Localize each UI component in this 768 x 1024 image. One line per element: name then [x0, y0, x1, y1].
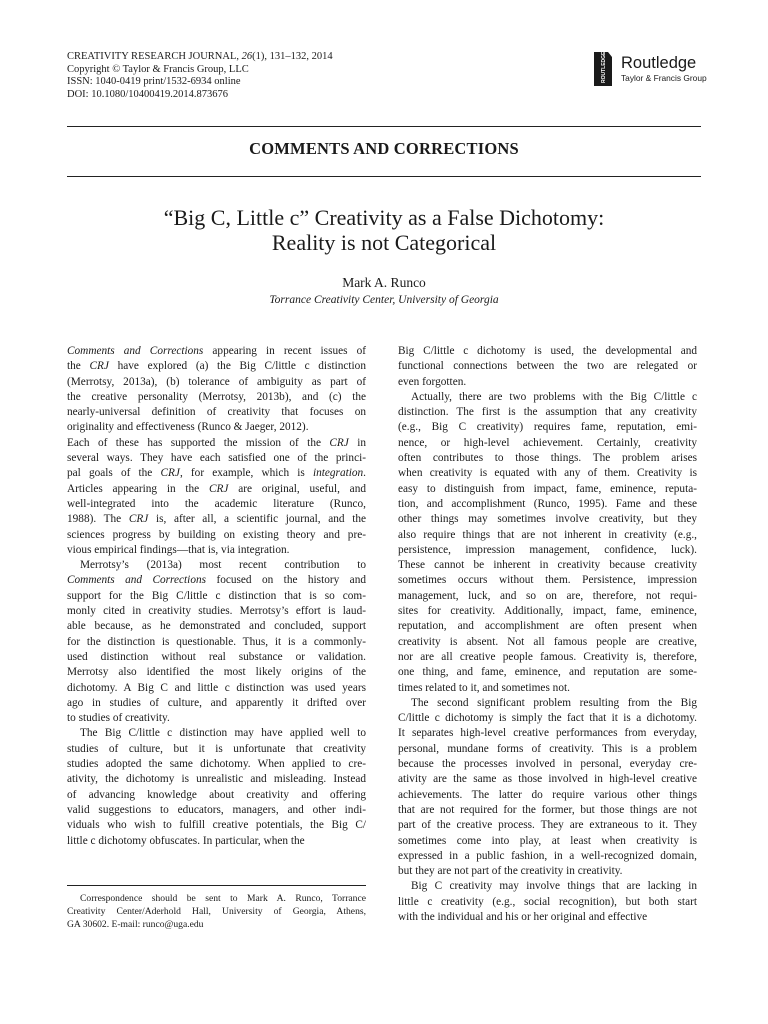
text-run: 1988). The — [67, 513, 129, 526]
body-line: tion, and accomplishment (Runco, 1995). Fame and these — [398, 497, 697, 510]
publisher-group: Taylor & Francis Group — [621, 73, 707, 83]
italic-text: CRJ — [329, 436, 349, 449]
body-line: creativity is absent. Not all famous people are creative, — [398, 635, 697, 648]
publisher-name: Routledge — [621, 54, 697, 72]
body-line: persistence, impression management, confidence, luck). — [398, 543, 697, 556]
body-line — [67, 512, 366, 527]
text-run: Merrotsy’s (2013a) most recent contribution to — [80, 559, 366, 572]
body-line — [67, 726, 366, 741]
body-line — [67, 405, 366, 420]
body-line — [67, 619, 366, 634]
text-run: Each of these has supported the mission of the — [67, 436, 330, 449]
text-run: in — [348, 436, 366, 449]
text-run: used distinction without real substance or validation. — [67, 650, 366, 663]
body-line: often contributes to those things. The problem arises — [398, 452, 697, 465]
article-title — [67, 205, 701, 255]
body-line: ativity are the same as those involved in high-level creative — [398, 773, 697, 786]
text-run: are original, useful, and — [228, 482, 366, 495]
text-run: The Big C/little c distinction may have applied well to — [80, 727, 366, 740]
text-run: appearing in recent issues of — [203, 345, 366, 357]
routledge-mark-icon — [592, 52, 612, 86]
text-run: the — [67, 360, 90, 373]
body-line: sites for creativity. Additionally, impact, fame, eminence, — [398, 605, 697, 618]
body-line: Actually, there are two problems with the Big C/little c — [411, 390, 697, 403]
body-line — [67, 681, 366, 696]
text-run: monly cited in creativity studies. Merrotsy’s effort is laud- — [67, 605, 366, 618]
body-line: also require things that are not inherent in creativity (e.g., — [398, 528, 697, 541]
body-line: These cannot be inherent in creativity because creativity — [398, 559, 697, 572]
body-line: because the processes involved in personal, everyday cre- — [398, 758, 697, 771]
body-line: nor are all creative people famous. Creativity is, therefore, — [398, 650, 697, 663]
text-run: (Merrotsy, 2013a), (b) tolerance of ambiguity as part of — [67, 375, 366, 388]
text-run: pal goals of the — [67, 467, 161, 480]
body-line: sometimes occurs without them. Persistence, impression — [398, 574, 697, 587]
body-line: even forgotten. — [398, 375, 467, 388]
title-line-2: Reality is not Categorical — [271, 230, 497, 255]
text-run: dichotomy. A Big C and little c distinction was used years — [67, 681, 366, 694]
body-line — [67, 772, 366, 787]
body-line: management, luck, and so on are, therefore, not requi- — [398, 589, 697, 602]
text-run: viduals who wish to fulfill creative potentials, the Big C/ — [67, 819, 366, 832]
body-line — [67, 834, 366, 849]
body-line — [67, 589, 366, 604]
body-line: that are not required for the former, but those things are not — [398, 803, 697, 816]
title-line-1: “Big C, Little c” Creativity as a False Dichotomy: — [163, 205, 605, 230]
footnote-rule — [67, 885, 366, 886]
body-line — [67, 344, 366, 359]
text-run: Articles appearing in the — [67, 482, 209, 495]
body-line: personal, mundane forms of creativity. This is a problem — [398, 742, 697, 755]
left-column — [67, 344, 366, 849]
italic-text: CRJ — [128, 513, 149, 526]
body-line: when creativity is equated with any of them. Creativity is — [398, 467, 697, 480]
body-line: The second significant problem resulting from the Big — [411, 696, 697, 709]
copyright-line: Copyright © Taylor & Francis Group, LLC — [67, 63, 249, 75]
text-run: studies of culture, but it is unfortunate that creativity — [67, 742, 366, 755]
body-line — [67, 466, 366, 481]
text-run: , for example, which is — [179, 467, 313, 480]
body-line: but they are not part of the creativity in creativity. — [398, 865, 623, 878]
correspondence-footnote — [67, 893, 366, 932]
header-rule-top — [67, 126, 701, 127]
body-line — [67, 359, 366, 374]
header-rule-bottom — [67, 176, 701, 177]
right-column — [398, 344, 697, 925]
body-line: other things may sometimes involve creativity, but they — [398, 513, 697, 526]
body-line: reputation, and accomplishment are often present when — [398, 620, 697, 633]
body-line: It separates high-level creative performances from everyday, — [398, 727, 697, 740]
text-run: . — [363, 467, 366, 480]
italic-text: CRJ — [89, 360, 109, 373]
body-line — [67, 665, 366, 680]
publisher-logo — [592, 52, 707, 86]
text-run: sciences progress by building on existing theory and pre- — [67, 528, 366, 541]
text-run: focused on the history and — [206, 574, 366, 587]
text-run: able because, as he demonstrated and concluded, support — [67, 620, 366, 633]
body-line: one thing, and fame, eminence, and reputation are some- — [398, 666, 697, 679]
footnote-line: Creativity Center/Aderhold Hall, University of Georgia, Athens, — [67, 905, 366, 917]
body-line — [67, 742, 366, 757]
text-run: nearly-universal definition of creativity that focuses on — [67, 406, 366, 419]
text-run: valid suggestions to educators, managers, and other indi- — [67, 803, 366, 816]
text-run: studies adopted the same dichotomy. When applied to cre- — [67, 758, 366, 771]
body-line — [67, 818, 366, 833]
body-line — [67, 420, 366, 435]
body-line — [67, 650, 366, 665]
text-run: vious empirical findings—that is, via integration. — [67, 543, 290, 556]
text-run: of advancing knowledge about creativity and offering — [67, 788, 366, 801]
author-affiliation: Torrance Creativity Center, University of Georgia — [269, 294, 499, 306]
body-line: C/little c dichotomy is simply the fact that it is a dichotomy. — [398, 712, 697, 725]
body-line: (e.g., Big C creativity) requires fame, reputation, emi- — [398, 421, 697, 434]
body-line — [67, 635, 366, 650]
text-run: little c dichotomy obfuscates. In particular, when the — [67, 834, 305, 847]
journal-header — [67, 51, 333, 101]
text-run: the creative personality (Merrotsy, 2013b), and (c) the — [67, 390, 366, 403]
text-run: for the distinction is questionable. Thus, it is a commonly- — [67, 635, 366, 648]
footnote-line: Correspondence should be sent to Mark A. Runco, Torrance — [80, 893, 366, 904]
body-line — [67, 711, 366, 726]
body-line — [67, 558, 366, 573]
body-line — [67, 482, 366, 497]
logo-mark-text: ROUTLEDGE — [601, 52, 607, 83]
body-line: functional connections between the two are relegated or — [398, 360, 697, 373]
body-line — [67, 528, 366, 543]
body-line — [67, 696, 366, 711]
journal-citation: CREATIVITY RESEARCH JOURNAL, 26(1), 131–132, 2014 — [67, 51, 333, 62]
body-line: expressed in a public fashion, in a well-recognized domain, — [398, 849, 697, 862]
body-line — [67, 451, 366, 466]
body-line — [67, 573, 366, 588]
footnote-line: GA 30602. E-mail: runco@uga.edu — [67, 918, 204, 930]
body-line: sometimes come into play, at least when creativity is — [398, 834, 697, 847]
italic-text: Comments and Corrections — [67, 345, 204, 357]
text-run: is, after all, a scientific journal, and the — [148, 513, 366, 526]
body-line: times related to it, and sometimes not. — [398, 681, 570, 694]
body-line — [67, 497, 366, 512]
text-run: ago in studies of culture, and apparently it drifted over — [67, 696, 366, 709]
body-line: distinction. The first is the assumption that any creativity — [398, 406, 697, 419]
body-line: little c creativity (e.g., social recognition), but both start — [398, 895, 697, 908]
text-run: support for the Big C/little c distinction that is so com- — [67, 589, 366, 602]
body-line: with the individual and his or her original and effective — [398, 910, 648, 923]
body-line — [67, 803, 366, 818]
body-line: achievements. The latter do require various other things — [398, 788, 697, 801]
italic-text: integration — [312, 467, 364, 480]
issn-line: ISSN: 1040-0419 print/1532-6934 online — [67, 76, 241, 88]
body-line: easy to distinguish from impact, fame, eminence, reputa- — [398, 482, 697, 495]
body-line — [67, 788, 366, 803]
text-run: have explored (a) the Big C/little c distinction — [108, 360, 366, 373]
body-line: Big C creativity may involve things that are lacking in — [411, 880, 697, 893]
italic-text: CRJ — [160, 467, 180, 480]
text-run: several ways. They have each satisfied one of the princi- — [67, 452, 366, 465]
text-run: Merrotsy also identified the most likely origins of the — [67, 666, 366, 679]
body-line — [67, 604, 366, 619]
body-line — [67, 390, 366, 405]
author-name: Mark A. Runco — [342, 275, 426, 290]
text-run: well-integrated into the academic literature (Runco, — [67, 497, 366, 510]
body-line: nence, or high-level achievement. Certainly, creativity — [398, 436, 697, 449]
italic-text: CRJ — [208, 482, 229, 495]
body-line — [67, 375, 366, 390]
text-run: to studies of creativity. — [67, 712, 170, 725]
body-line: part of the creative process. They are extraneous to it. They — [398, 819, 697, 832]
italic-text: Comments and Corrections — [67, 574, 207, 587]
body-line — [67, 757, 366, 772]
body-line — [67, 543, 366, 558]
text-run: ativity, the dichotomy is unrealistic and misleading. Instead — [67, 773, 366, 786]
section-heading: COMMENTS AND CORRECTIONS — [249, 139, 519, 158]
body-line — [67, 436, 366, 451]
text-run: originality and effectiveness (Runco & Jaeger, 2012). — [67, 421, 309, 434]
doi-line: DOI: 10.1080/10400419.2014.873676 — [67, 88, 228, 100]
body-line: Big C/little c dichotomy is used, the developmental and — [398, 345, 697, 357]
